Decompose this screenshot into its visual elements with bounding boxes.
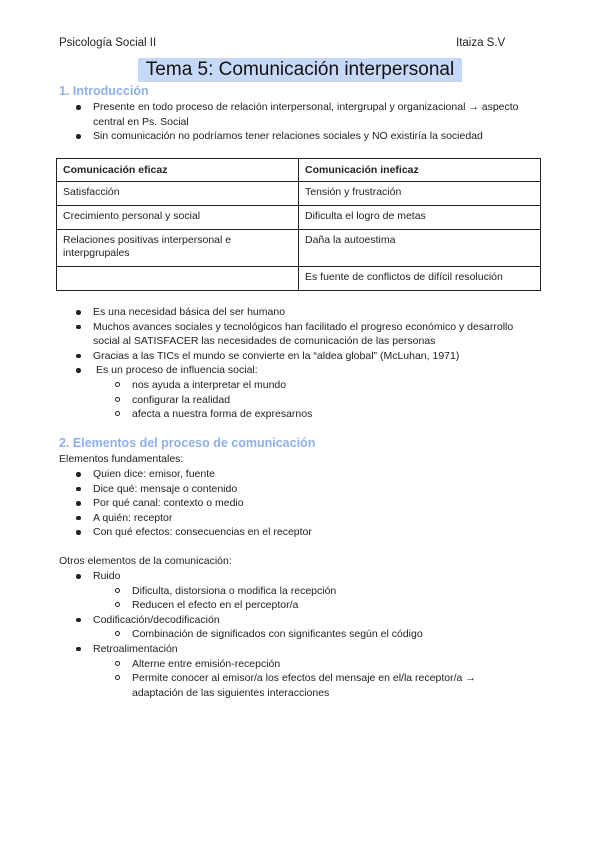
list-item: Sin comunicación no podríamos tener relaciones sociales y NO existiría la sociedad bbox=[59, 129, 519, 144]
list-item-continuation: social al SATISFACER las necesidades de comunicación de las personas bbox=[93, 335, 436, 348]
sub-list-item: Combinación de significados con significantes según el código bbox=[59, 627, 476, 642]
sub-list-item: Permite conocer al emisor/a los efectos del mensaje en el/la receptor/a → bbox=[59, 671, 476, 686]
list-item-continuation: central en Ps. Social bbox=[93, 115, 189, 128]
table-row bbox=[57, 206, 541, 230]
table-cell bbox=[57, 267, 299, 291]
table-cell: Daña la autoestima bbox=[299, 230, 541, 267]
page-title: Tema 5: Comunicación interpersonal bbox=[138, 58, 462, 82]
table-cell: Es fuente de conflictos de difícil resolución bbox=[299, 267, 541, 291]
list-item: Quien dice: emisor, fuente bbox=[59, 467, 312, 482]
header-author: Itaiza S.V bbox=[456, 37, 506, 49]
sub-list-item: afecta a nuestra forma de expresarnos bbox=[59, 407, 513, 422]
table-row bbox=[57, 230, 541, 267]
list-item: A quién: receptor bbox=[59, 511, 312, 526]
table-cell bbox=[57, 230, 299, 267]
section-heading-introduccion: 1. Introducción bbox=[59, 84, 149, 98]
sub-list-item: configurar la realidad bbox=[59, 393, 513, 408]
table-header-row bbox=[57, 159, 541, 182]
list-item: Es una necesidad básica del ser humano bbox=[59, 305, 513, 320]
table-header-cell: Comunicación ineficaz bbox=[299, 159, 541, 182]
list-item: Por qué canal: contexto o medio bbox=[59, 496, 312, 511]
header-course: Psicología Social II bbox=[59, 37, 157, 49]
table-cell-line: interpgrupales bbox=[63, 247, 130, 259]
intro-bullet-list-2 bbox=[59, 305, 513, 422]
list-item: Gracias a las TICs el mundo se convierte en la “aldea global” (McLuhan, 1971) bbox=[59, 349, 513, 364]
sub-list-item: Reducen el efecto en el perceptor/a bbox=[59, 598, 476, 613]
comparison-table bbox=[56, 158, 541, 291]
table-cell: Tensión y frustración bbox=[299, 182, 541, 206]
list-item: Dice qué: mensaje o contenido bbox=[59, 482, 312, 497]
table-cell-line: Relaciones positivas interpersonal e bbox=[63, 234, 232, 246]
table-cell: Dificulta el logro de metas bbox=[299, 206, 541, 230]
table-row bbox=[57, 267, 541, 291]
table-header-cell: Comunicación eficaz bbox=[57, 159, 299, 182]
fundamentals-label: Elementos fundamentales: bbox=[59, 453, 184, 465]
list-item: Codificación/decodificación bbox=[59, 613, 476, 628]
list-item: Ruido bbox=[59, 569, 476, 584]
sub-list-item-continuation: adaptación de las siguientes interacciones bbox=[132, 686, 330, 699]
list-item: Con qué efectos: consecuencias en el receptor bbox=[59, 525, 312, 540]
sub-list-item: Dificulta, distorsiona o modifica la recepción bbox=[59, 584, 476, 599]
intro-bullet-list bbox=[59, 100, 519, 144]
fundamentals-list bbox=[59, 467, 312, 540]
table-cell: Crecimiento personal y social bbox=[57, 206, 299, 230]
list-item: Retroalimentación bbox=[59, 642, 476, 657]
sub-list-item: Alterne entre emisión-recepción bbox=[59, 657, 476, 672]
list-item: Muchos avances sociales y tecnológicos han facilitado el progreso económico y desarrollo bbox=[59, 320, 513, 335]
sub-list-item: nos ayuda a interpretar el mundo bbox=[59, 378, 513, 393]
list-item: Es un proceso de influencia social: bbox=[59, 363, 513, 378]
table-cell: Satisfacción bbox=[57, 182, 299, 206]
others-list bbox=[59, 569, 476, 700]
table-row bbox=[57, 182, 541, 206]
others-label: Otros elementos de la comunicación: bbox=[59, 555, 232, 567]
list-item: Presente en todo proceso de relación interpersonal, intergrupal y organizacional → aspecto bbox=[59, 100, 519, 115]
section-heading-elementos: 2. Elementos del proceso de comunicación bbox=[59, 436, 316, 450]
